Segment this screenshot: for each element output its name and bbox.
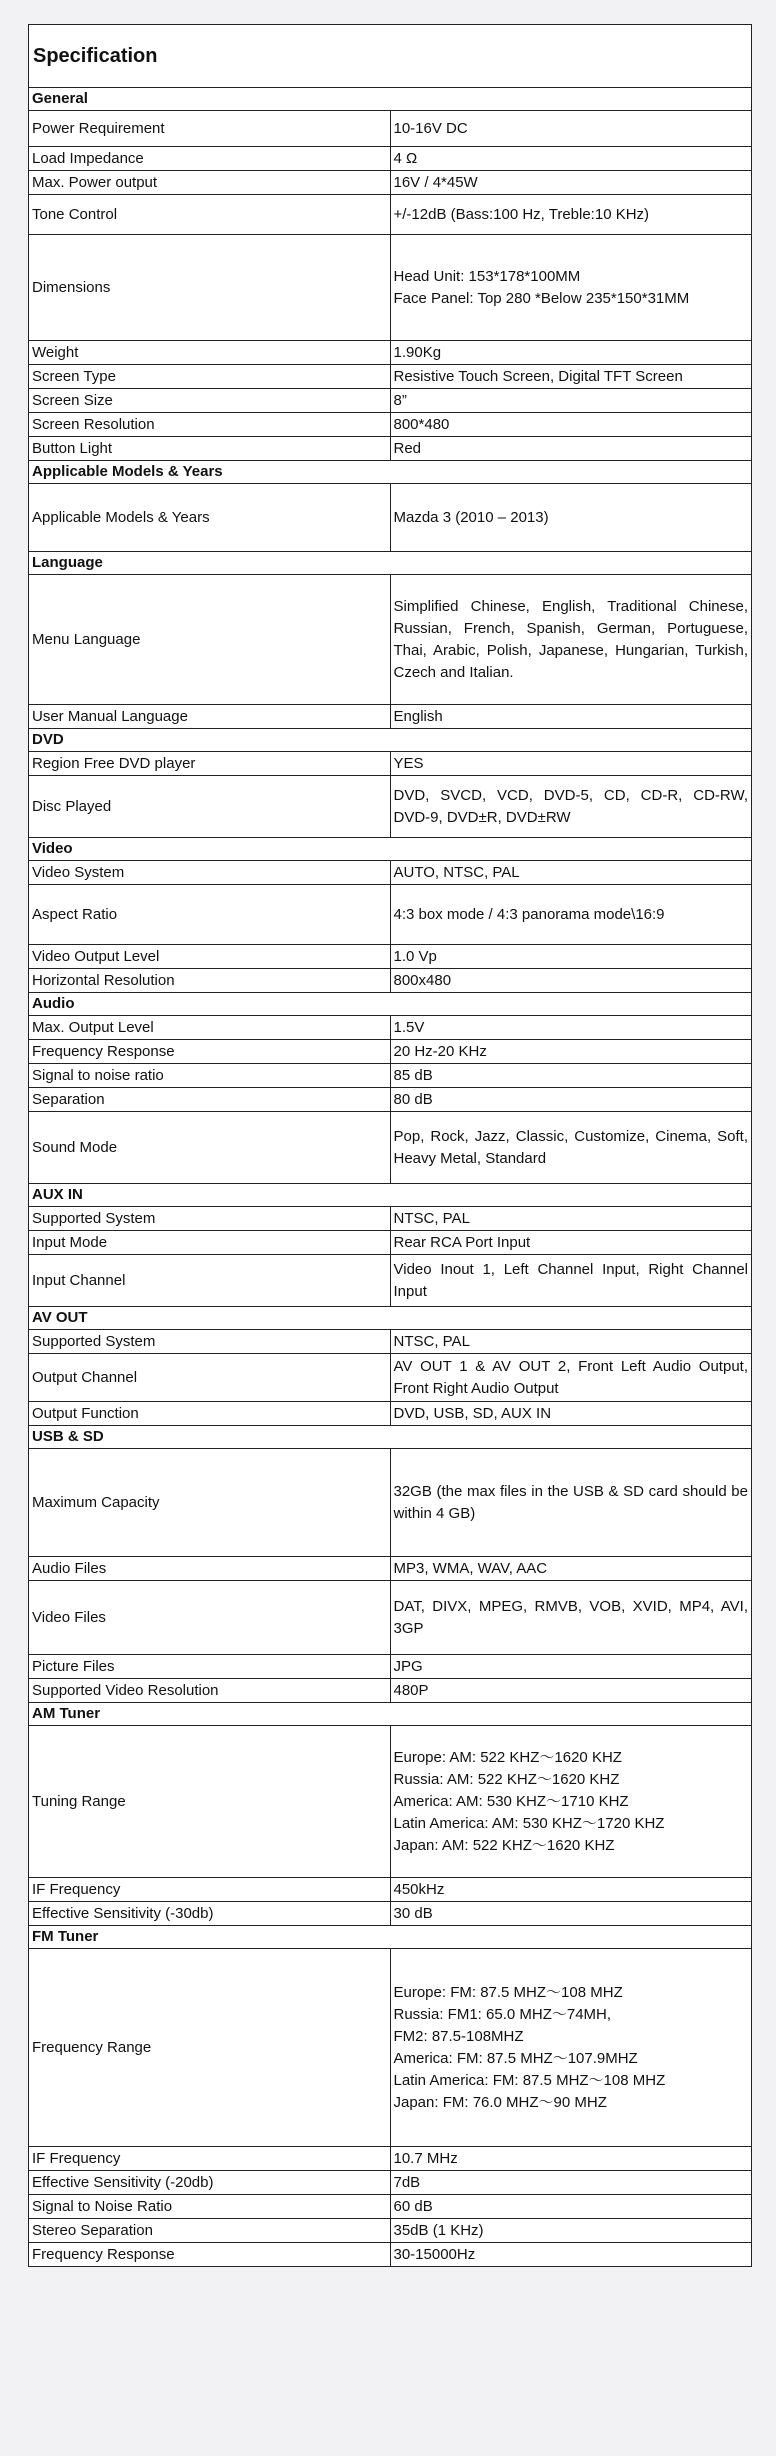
spec-value: 80 dB bbox=[390, 1088, 752, 1112]
spec-row bbox=[29, 945, 752, 969]
spec-value: 10.7 MHz bbox=[390, 2147, 752, 2171]
spec-label: Screen Type bbox=[29, 365, 391, 389]
spec-label: Input Mode bbox=[29, 1231, 391, 1255]
spec-value: Pop, Rock, Jazz, Classic, Customize, Cinema, Soft, Heavy Metal, Standard bbox=[390, 1112, 752, 1184]
spec-label: Button Light bbox=[29, 437, 391, 461]
spec-row bbox=[29, 1354, 752, 1402]
spec-row bbox=[29, 437, 752, 461]
spec-label: IF Frequency bbox=[29, 1878, 391, 1902]
spec-label: Video Files bbox=[29, 1581, 391, 1655]
spec-label: Stereo Separation bbox=[29, 2219, 391, 2243]
spec-label: Audio Files bbox=[29, 1557, 391, 1581]
spec-row bbox=[29, 171, 752, 195]
spec-value: 60 dB bbox=[390, 2195, 752, 2219]
spec-value: 1.90Kg bbox=[390, 341, 752, 365]
spec-label: Load Impedance bbox=[29, 147, 391, 171]
spec-label: User Manual Language bbox=[29, 705, 391, 729]
spec-label: Effective Sensitivity (-30db) bbox=[29, 1902, 391, 1926]
spec-row bbox=[29, 1902, 752, 1926]
spec-value: YES bbox=[390, 752, 752, 776]
spec-value: DAT, DIVX, MPEG, RMVB, VOB, XVID, MP4, AVI, 3GP bbox=[390, 1581, 752, 1655]
spec-row bbox=[29, 341, 752, 365]
spec-value: DVD, SVCD, VCD, DVD-5, CD, CD-R, CD-RW, DVD-9, DVD±R, DVD±RW bbox=[390, 776, 752, 838]
spec-label: Screen Resolution bbox=[29, 413, 391, 437]
spec-value: 7dB bbox=[390, 2171, 752, 2195]
spec-label: Aspect Ratio bbox=[29, 885, 391, 945]
page-title: Specification bbox=[29, 25, 752, 88]
spec-row bbox=[29, 1449, 752, 1557]
spec-table-body bbox=[29, 25, 752, 2267]
spec-row bbox=[29, 1040, 752, 1064]
spec-label: Maximum Capacity bbox=[29, 1449, 391, 1557]
spec-row bbox=[29, 235, 752, 341]
spec-row bbox=[29, 885, 752, 945]
spec-value: 800x480 bbox=[390, 969, 752, 993]
spec-label: Picture Files bbox=[29, 1655, 391, 1679]
spec-value: 8” bbox=[390, 389, 752, 413]
spec-row bbox=[29, 1088, 752, 1112]
spec-label: IF Frequency bbox=[29, 2147, 391, 2171]
spec-label: Video Output Level bbox=[29, 945, 391, 969]
spec-value: Rear RCA Port Input bbox=[390, 1231, 752, 1255]
spec-row bbox=[29, 2219, 752, 2243]
section-heading: Video bbox=[29, 838, 752, 861]
spec-label: Video System bbox=[29, 861, 391, 885]
spec-row bbox=[29, 969, 752, 993]
spec-row bbox=[29, 1064, 752, 1088]
spec-value: Simplified Chinese, English, Traditional Chinese, Russian, French, Spanish, German, Portuguese, Thai, Arabic, Polish, Japanese, Hungarian, Turkish, Czech and Italian. bbox=[390, 575, 752, 705]
spec-value: +/-12dB (Bass:100 Hz, Treble:10 KHz) bbox=[390, 195, 752, 235]
spec-value: Resistive Touch Screen, Digital TFT Screen bbox=[390, 365, 752, 389]
spec-row bbox=[29, 365, 752, 389]
section-heading: General bbox=[29, 88, 752, 111]
spec-label: Supported Video Resolution bbox=[29, 1679, 391, 1703]
spec-row bbox=[29, 1402, 752, 1426]
spec-row bbox=[29, 2147, 752, 2171]
section-heading: Applicable Models & Years bbox=[29, 461, 752, 484]
spec-row bbox=[29, 389, 752, 413]
spec-row bbox=[29, 1949, 752, 2147]
spec-label: Horizontal Resolution bbox=[29, 969, 391, 993]
spec-sheet bbox=[28, 24, 752, 2267]
spec-row bbox=[29, 413, 752, 437]
section-heading: Language bbox=[29, 552, 752, 575]
section-header-row bbox=[29, 1703, 752, 1726]
spec-label: Tone Control bbox=[29, 195, 391, 235]
spec-row bbox=[29, 575, 752, 705]
spec-label: Applicable Models & Years bbox=[29, 484, 391, 552]
spec-value: Europe: FM: 87.5 MHZ～108 MHZ Russia: FM1: 65.0 MHZ～74MH, FM2: 87.5-108MHZ America: FM: 87.5 MHZ～107.9MHZ Latin America: FM: 87.5 MHZ～108 MHZ Japan: FM: 76.0 MHZ～90 MHZ bbox=[390, 1949, 752, 2147]
spec-row bbox=[29, 2171, 752, 2195]
section-header-row bbox=[29, 1426, 752, 1449]
spec-row bbox=[29, 111, 752, 147]
spec-row bbox=[29, 484, 752, 552]
spec-value: 1.5V bbox=[390, 1016, 752, 1040]
title-row bbox=[29, 25, 752, 88]
spec-value: MP3, WMA, WAV, AAC bbox=[390, 1557, 752, 1581]
spec-value: 4 Ω bbox=[390, 147, 752, 171]
spec-row bbox=[29, 1726, 752, 1878]
spec-value: JPG bbox=[390, 1655, 752, 1679]
spec-value: 4:3 box mode / 4:3 panorama mode\16:9 bbox=[390, 885, 752, 945]
spec-label: Effective Sensitivity (-20db) bbox=[29, 2171, 391, 2195]
spec-label: Output Function bbox=[29, 1402, 391, 1426]
spec-value: 30 dB bbox=[390, 1902, 752, 1926]
section-header-row bbox=[29, 552, 752, 575]
section-header-row bbox=[29, 1307, 752, 1330]
spec-value: 35dB (1 KHz) bbox=[390, 2219, 752, 2243]
section-header-row bbox=[29, 461, 752, 484]
section-heading: AM Tuner bbox=[29, 1703, 752, 1726]
spec-value: DVD, USB, SD, AUX IN bbox=[390, 1402, 752, 1426]
spec-value: Mazda 3 (2010 – 2013) bbox=[390, 484, 752, 552]
spec-row bbox=[29, 705, 752, 729]
spec-label: Region Free DVD player bbox=[29, 752, 391, 776]
spec-value: 10-16V DC bbox=[390, 111, 752, 147]
section-header-row bbox=[29, 838, 752, 861]
spec-label: Power Requirement bbox=[29, 111, 391, 147]
spec-row bbox=[29, 195, 752, 235]
spec-value: 20 Hz-20 KHz bbox=[390, 1040, 752, 1064]
section-header-row bbox=[29, 993, 752, 1016]
spec-label: Menu Language bbox=[29, 575, 391, 705]
spec-row bbox=[29, 1207, 752, 1231]
spec-value: 16V / 4*45W bbox=[390, 171, 752, 195]
spec-row bbox=[29, 1330, 752, 1354]
spec-value: 800*480 bbox=[390, 413, 752, 437]
section-header-row bbox=[29, 88, 752, 111]
spec-value: English bbox=[390, 705, 752, 729]
spec-value: 1.0 Vp bbox=[390, 945, 752, 969]
spec-value: Red bbox=[390, 437, 752, 461]
spec-label: Frequency Response bbox=[29, 2243, 391, 2267]
spec-label: Tuning Range bbox=[29, 1726, 391, 1878]
spec-label: Weight bbox=[29, 341, 391, 365]
spec-row bbox=[29, 1016, 752, 1040]
spec-row bbox=[29, 861, 752, 885]
spec-value: Video Inout 1, Left Channel Input, Right Channel Input bbox=[390, 1255, 752, 1307]
spec-value: NTSC, PAL bbox=[390, 1330, 752, 1354]
section-header-row bbox=[29, 729, 752, 752]
spec-row bbox=[29, 776, 752, 838]
spec-row bbox=[29, 1878, 752, 1902]
spec-label: Sound Mode bbox=[29, 1112, 391, 1184]
spec-table bbox=[28, 24, 752, 2267]
spec-row bbox=[29, 1557, 752, 1581]
spec-row bbox=[29, 1231, 752, 1255]
spec-value: 32GB (the max files in the USB & SD card should be within 4 GB) bbox=[390, 1449, 752, 1557]
spec-row bbox=[29, 1679, 752, 1703]
spec-label: Screen Size bbox=[29, 389, 391, 413]
spec-value: Europe: AM: 522 KHZ～1620 KHZ Russia: AM: 522 KHZ～1620 KHZ America: AM: 530 KHZ～1710 KHZ Latin America: AM: 530 KHZ～1720 KHZ Japan: AM: 522 KHZ～1620 KHZ bbox=[390, 1726, 752, 1878]
spec-row bbox=[29, 1255, 752, 1307]
spec-label: Input Channel bbox=[29, 1255, 391, 1307]
spec-label: Output Channel bbox=[29, 1354, 391, 1402]
spec-value: 450kHz bbox=[390, 1878, 752, 1902]
spec-row bbox=[29, 1655, 752, 1679]
spec-label: Supported System bbox=[29, 1330, 391, 1354]
spec-row bbox=[29, 2243, 752, 2267]
spec-value: Head Unit: 153*178*100MM Face Panel: Top 280 *Below 235*150*31MM bbox=[390, 235, 752, 341]
spec-label: Dimensions bbox=[29, 235, 391, 341]
spec-label: Max. Power output bbox=[29, 171, 391, 195]
spec-label: Max. Output Level bbox=[29, 1016, 391, 1040]
spec-label: Frequency Response bbox=[29, 1040, 391, 1064]
spec-value: 30-15000Hz bbox=[390, 2243, 752, 2267]
section-heading: FM Tuner bbox=[29, 1926, 752, 1949]
spec-row bbox=[29, 147, 752, 171]
spec-label: Frequency Range bbox=[29, 1949, 391, 2147]
spec-row bbox=[29, 2195, 752, 2219]
section-heading: DVD bbox=[29, 729, 752, 752]
spec-value: AV OUT 1 & AV OUT 2, Front Left Audio Output, Front Right Audio Output bbox=[390, 1354, 752, 1402]
spec-label: Disc Played bbox=[29, 776, 391, 838]
spec-row bbox=[29, 1112, 752, 1184]
spec-value: 85 dB bbox=[390, 1064, 752, 1088]
spec-label: Supported System bbox=[29, 1207, 391, 1231]
spec-label: Signal to Noise Ratio bbox=[29, 2195, 391, 2219]
spec-value: 480P bbox=[390, 1679, 752, 1703]
section-header-row bbox=[29, 1926, 752, 1949]
spec-value: AUTO, NTSC, PAL bbox=[390, 861, 752, 885]
spec-row bbox=[29, 752, 752, 776]
spec-value: NTSC, PAL bbox=[390, 1207, 752, 1231]
section-header-row bbox=[29, 1184, 752, 1207]
section-heading: AUX IN bbox=[29, 1184, 752, 1207]
section-heading: AV OUT bbox=[29, 1307, 752, 1330]
spec-row bbox=[29, 1581, 752, 1655]
section-heading: USB & SD bbox=[29, 1426, 752, 1449]
spec-label: Signal to noise ratio bbox=[29, 1064, 391, 1088]
spec-label: Separation bbox=[29, 1088, 391, 1112]
section-heading: Audio bbox=[29, 993, 752, 1016]
